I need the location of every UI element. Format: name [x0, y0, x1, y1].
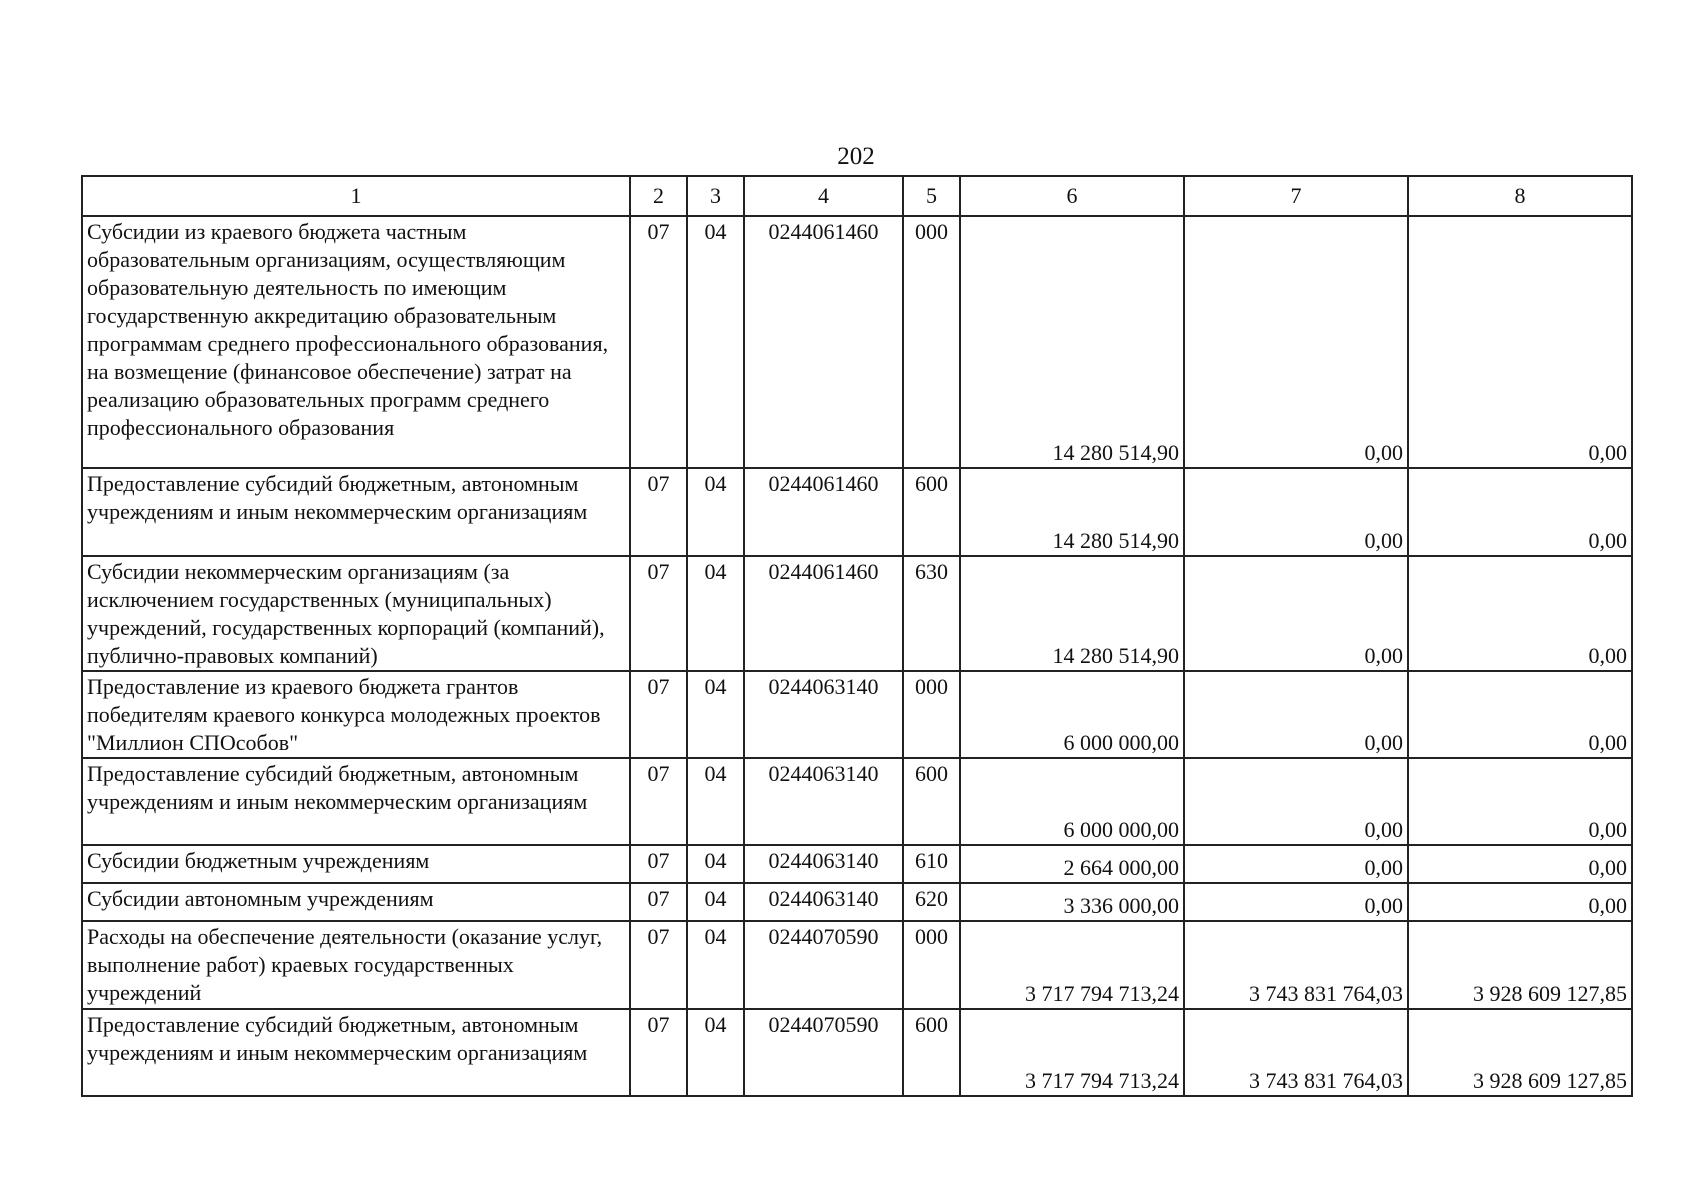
amount-col-7: 0,00	[1184, 671, 1408, 758]
column-header: 2	[630, 176, 687, 216]
section-code: 07	[630, 216, 687, 468]
amount-col-6: 2 664 000,00	[960, 845, 1184, 883]
row-name: Субсидии из краевого бюджета частным образовательным организациям, осуществляющим образовательную деятельность по имеющим государственную аккредитацию образовательным программам среднего профессионального образования, на возмещение (финансовое обеспечение) затрат на реализацию образовательных программ среднего профессионального образования	[82, 216, 630, 468]
table-row	[82, 216, 1632, 468]
subsection-code: 04	[687, 845, 744, 883]
target-article-code: 0244061460	[744, 556, 903, 671]
subsection-code: 04	[687, 468, 744, 556]
target-article-code: 0244070590	[744, 1009, 903, 1096]
subsection-code: 04	[687, 1009, 744, 1096]
table-row	[82, 845, 1632, 883]
subsection-code: 04	[687, 556, 744, 671]
column-header: 5	[903, 176, 960, 216]
target-article-code: 0244063140	[744, 883, 903, 921]
amount-col-8: 0,00	[1408, 758, 1632, 845]
column-header: 4	[744, 176, 903, 216]
table-row	[82, 758, 1632, 845]
amount-col-8: 0,00	[1408, 845, 1632, 883]
row-name: Субсидии бюджетным учреждениям	[82, 845, 630, 883]
subsection-code: 04	[687, 671, 744, 758]
amount-col-6: 14 280 514,90	[960, 216, 1184, 468]
table-row	[82, 671, 1632, 758]
target-article-code: 0244063140	[744, 671, 903, 758]
subsection-code: 04	[687, 921, 744, 1009]
row-name: Предоставление субсидий бюджетным, автономным учреждениям и иным некоммерческим организациям	[82, 1009, 630, 1096]
amount-col-8: 0,00	[1408, 468, 1632, 556]
target-article-code: 0244063140	[744, 845, 903, 883]
subsection-code: 04	[687, 758, 744, 845]
row-name: Предоставление субсидий бюджетным, автономным учреждениям и иным некоммерческим организациям	[82, 468, 630, 556]
amount-col-8: 0,00	[1408, 216, 1632, 468]
subsection-code: 04	[687, 216, 744, 468]
row-name: Предоставление субсидий бюджетным, автономным учреждениям и иным некоммерческим организациям	[82, 758, 630, 845]
amount-col-8: 0,00	[1408, 883, 1632, 921]
amount-col-8: 0,00	[1408, 671, 1632, 758]
expense-type-code: 000	[903, 216, 960, 468]
section-code: 07	[630, 845, 687, 883]
section-code: 07	[630, 883, 687, 921]
row-name: Субсидии некоммерческим организациям (за исключением государственных (муниципальных) учреждений, государственных корпораций (компаний), публично-правовых компаний)	[82, 556, 630, 671]
expense-type-code: 600	[903, 468, 960, 556]
expense-type-code: 000	[903, 921, 960, 1009]
amount-col-6: 6 000 000,00	[960, 671, 1184, 758]
column-header: 7	[1184, 176, 1408, 216]
amount-col-6: 14 280 514,90	[960, 468, 1184, 556]
row-name: Предоставление из краевого бюджета грантов победителям краевого конкурса молодежных проектов "Миллион СПОсобов"	[82, 671, 630, 758]
section-code: 07	[630, 921, 687, 1009]
column-header: 3	[687, 176, 744, 216]
table-row	[82, 883, 1632, 921]
expense-type-code: 630	[903, 556, 960, 671]
amount-col-7: 0,00	[1184, 468, 1408, 556]
column-number-header-row	[82, 176, 1632, 216]
subsection-code: 04	[687, 883, 744, 921]
column-header: 6	[960, 176, 1184, 216]
amount-col-8: 3 928 609 127,85	[1408, 921, 1632, 1009]
amount-col-7: 0,00	[1184, 883, 1408, 921]
expense-type-code: 000	[903, 671, 960, 758]
row-name: Расходы на обеспечение деятельности (оказание услуг, выполнение работ) краевых государственных учреждений	[82, 921, 630, 1009]
expense-type-code: 600	[903, 758, 960, 845]
amount-col-6: 3 717 794 713,24	[960, 921, 1184, 1009]
expense-type-code: 620	[903, 883, 960, 921]
table-row	[82, 921, 1632, 1009]
section-code: 07	[630, 556, 687, 671]
amount-col-7: 0,00	[1184, 845, 1408, 883]
target-article-code: 0244063140	[744, 758, 903, 845]
column-header: 1	[82, 176, 630, 216]
amount-col-6: 3 717 794 713,24	[960, 1009, 1184, 1096]
section-code: 07	[630, 671, 687, 758]
table-row	[82, 468, 1632, 556]
section-code: 07	[630, 1009, 687, 1096]
amount-col-7: 3 743 831 764,03	[1184, 921, 1408, 1009]
target-article-code: 0244061460	[744, 216, 903, 468]
page-number: 202	[837, 143, 875, 170]
amount-col-7: 0,00	[1184, 758, 1408, 845]
budget-table	[81, 175, 1633, 1097]
amount-col-8: 0,00	[1408, 556, 1632, 671]
row-name: Субсидии автономным учреждениям	[82, 883, 630, 921]
amount-col-7: 0,00	[1184, 556, 1408, 671]
expense-type-code: 600	[903, 1009, 960, 1096]
amount-col-8: 3 928 609 127,85	[1408, 1009, 1632, 1096]
amount-col-6: 3 336 000,00	[960, 883, 1184, 921]
table-row	[82, 1009, 1632, 1096]
expense-type-code: 610	[903, 845, 960, 883]
amount-col-6: 6 000 000,00	[960, 758, 1184, 845]
column-header: 8	[1408, 176, 1632, 216]
amount-col-6: 14 280 514,90	[960, 556, 1184, 671]
section-code: 07	[630, 468, 687, 556]
target-article-code: 0244070590	[744, 921, 903, 1009]
amount-col-7: 3 743 831 764,03	[1184, 1009, 1408, 1096]
table-row	[82, 556, 1632, 671]
target-article-code: 0244061460	[744, 468, 903, 556]
amount-col-7: 0,00	[1184, 216, 1408, 468]
section-code: 07	[630, 758, 687, 845]
